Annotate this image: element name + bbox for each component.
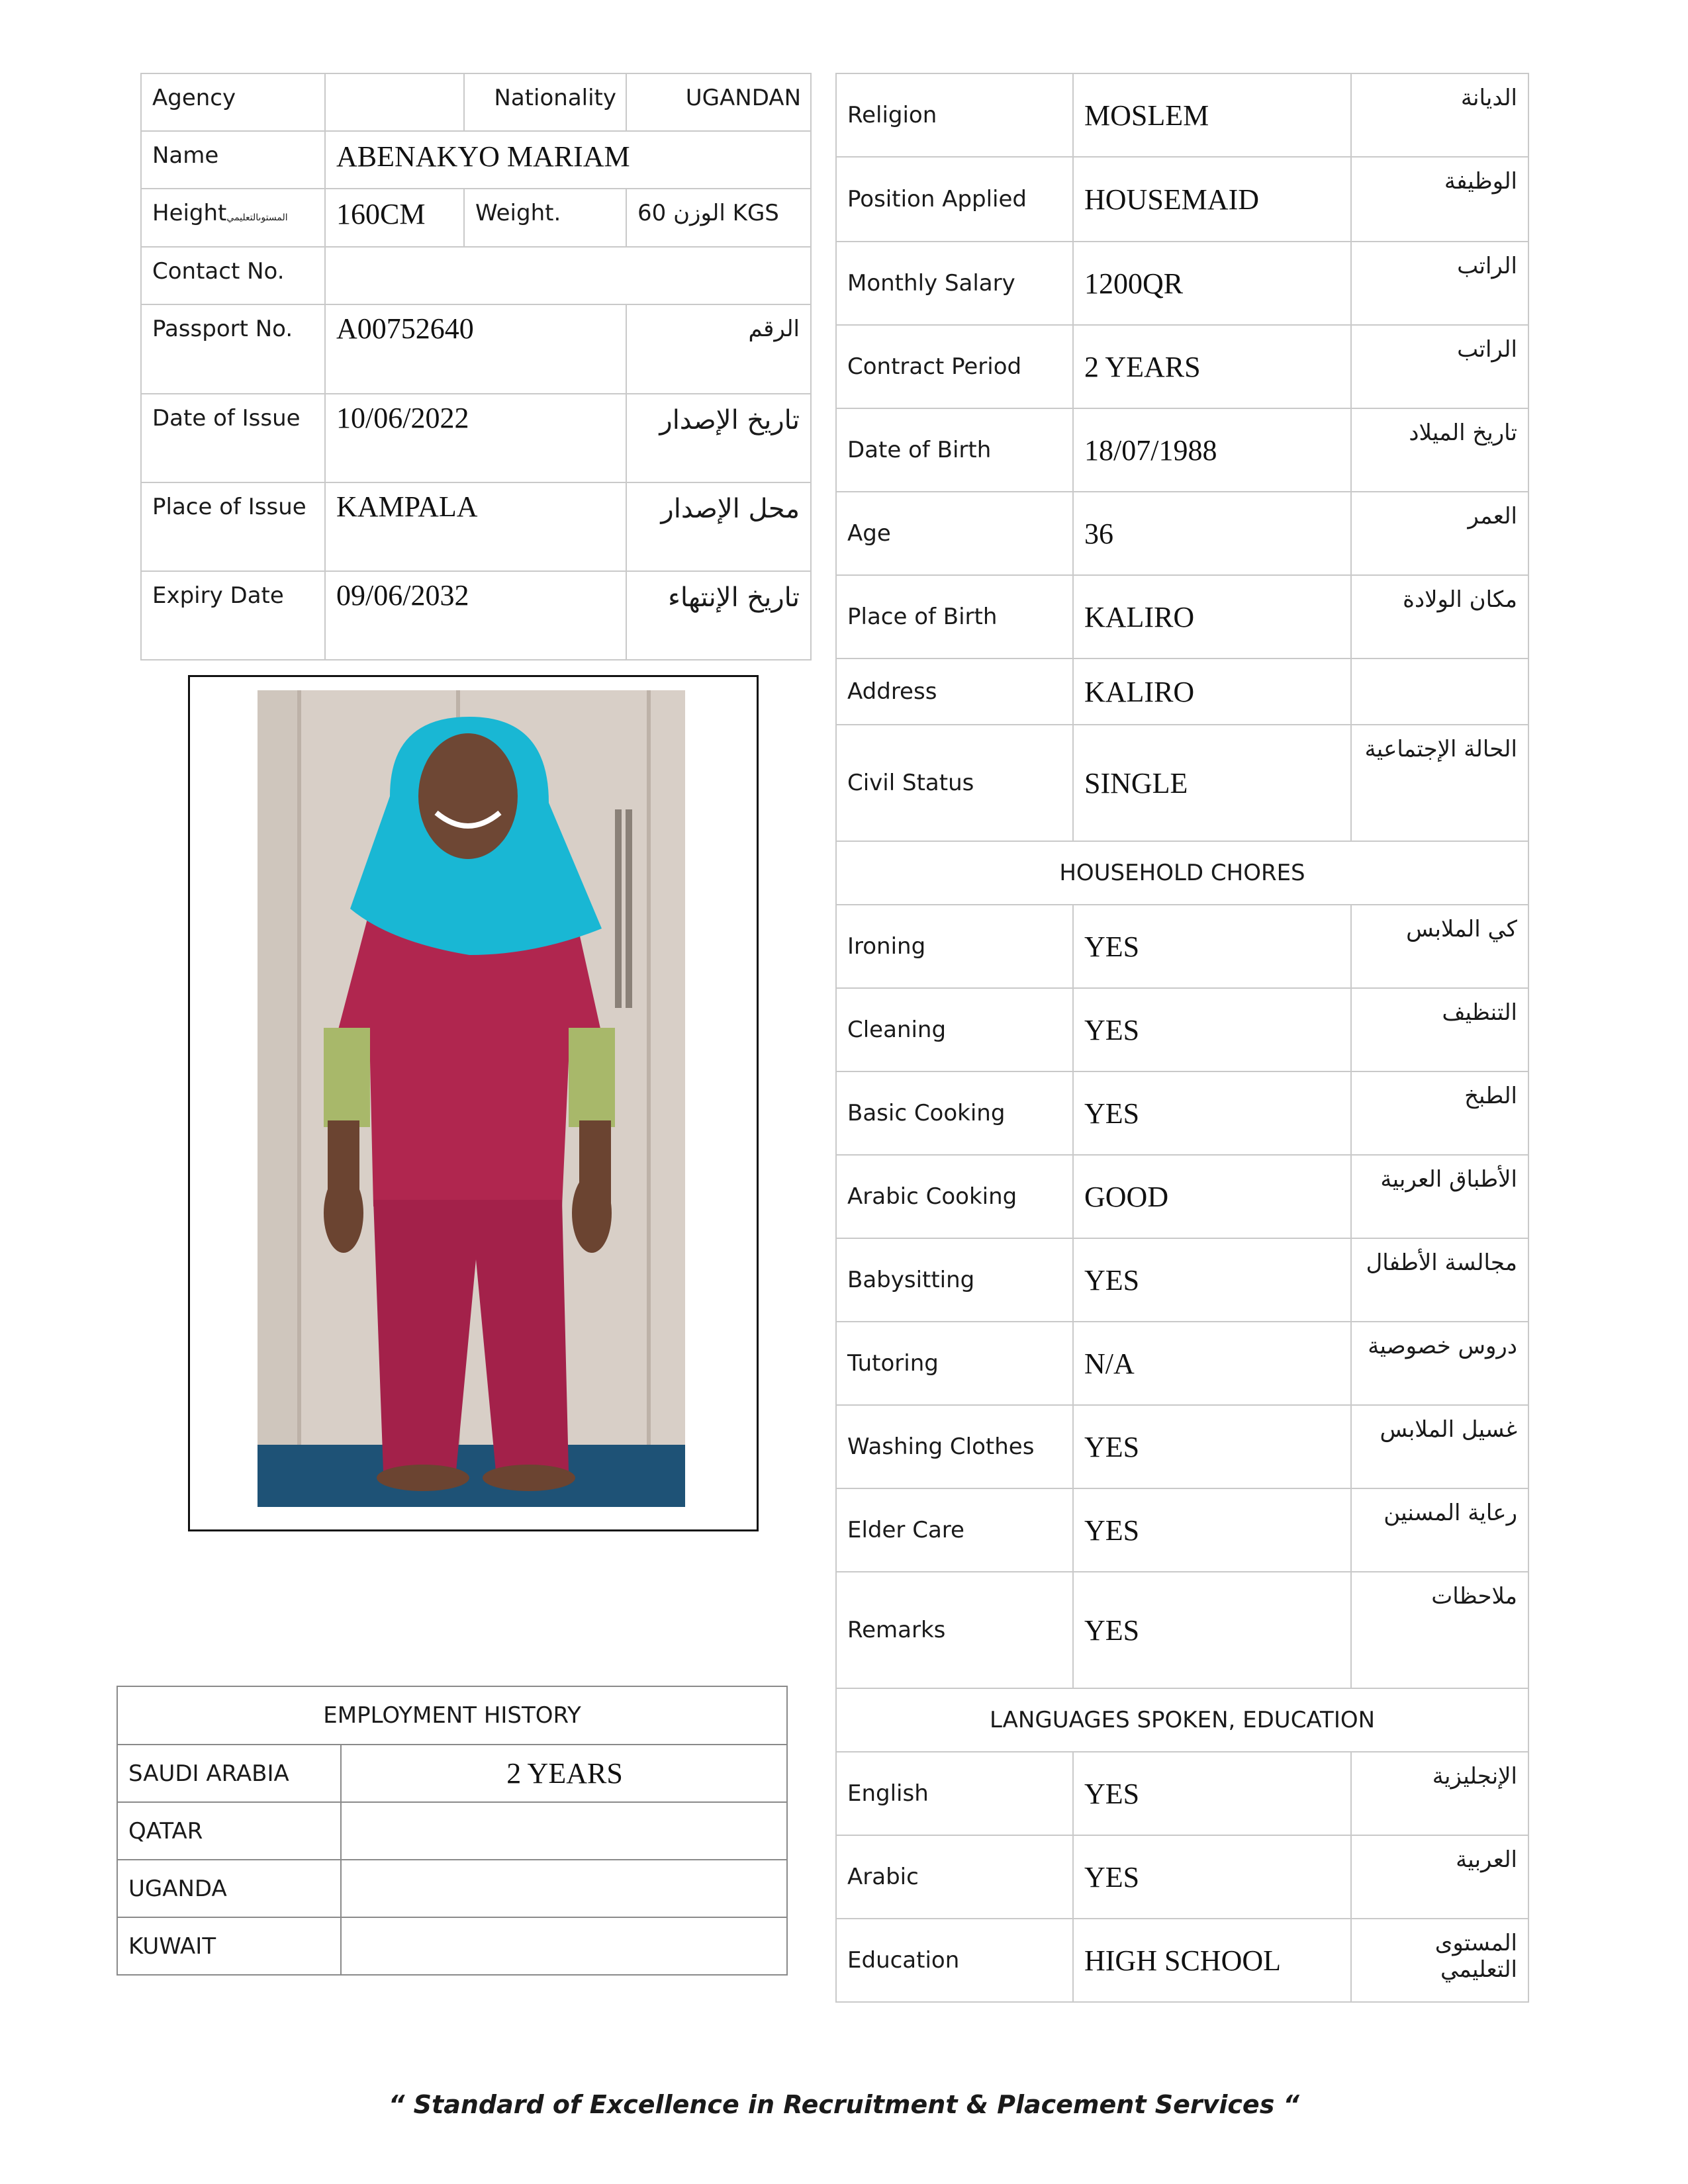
issue-date-arabic-label: تاريخ الإصدار (626, 394, 811, 482)
applicant-photo (258, 690, 685, 1507)
details-arabic-label: الراتب (1351, 242, 1528, 325)
details-label: Civil Status (836, 725, 1073, 841)
employment-period: 2 YEARS (341, 1745, 787, 1802)
details-label: Monthly Salary (836, 242, 1073, 325)
nationality-label: Nationality (464, 73, 626, 131)
height-arabic-label: المستوىالتعليمي (226, 212, 288, 223)
chores-label: Babysitting (836, 1238, 1073, 1322)
chores-label: Arabic Cooking (836, 1155, 1073, 1238)
name-label: Name (141, 131, 325, 189)
employment-history-table (117, 1686, 788, 1976)
details-arabic-label: الوظيفة (1351, 157, 1528, 242)
chores-arabic-label: دروس خصوصية (1351, 1322, 1528, 1405)
details-arabic-label: تاريخ الميلاد (1351, 408, 1528, 492)
chores-label: Elder Care (836, 1488, 1073, 1572)
details-arabic-label (1351, 659, 1528, 725)
details-value: HOUSEMAID (1073, 157, 1351, 242)
issue-place-arabic-label: محل الإصدار (626, 482, 811, 571)
details-arabic-label: العمر (1351, 492, 1528, 575)
chores-value: N/A (1073, 1322, 1351, 1405)
chores-label: Ironing (836, 905, 1073, 988)
details-row (836, 725, 1528, 841)
chores-arabic-label: الطبخ (1351, 1071, 1528, 1155)
expiry-label: Expiry Date (141, 571, 325, 660)
details-label: Date of Birth (836, 408, 1073, 492)
languages-row (836, 1919, 1528, 2002)
languages-value: YES (1073, 1835, 1351, 1919)
chores-label: Remarks (836, 1572, 1073, 1688)
height-value: 160CM (325, 189, 464, 247)
languages-label: Education (836, 1919, 1073, 2002)
details-label: Address (836, 659, 1073, 725)
employment-row (117, 1917, 787, 1975)
chores-arabic-label: رعاية المسنين (1351, 1488, 1528, 1572)
chores-value: YES (1073, 1488, 1351, 1572)
passport-value: A00752640 (325, 304, 626, 394)
applicant-photo-illustration (258, 690, 685, 1507)
expiry-arabic-label: تاريخ الإنتهاء (626, 571, 811, 660)
languages-arabic-label: المستوى التعليمي (1351, 1919, 1528, 2002)
chores-value: YES (1073, 1238, 1351, 1322)
chores-arabic-label: الأطباق العربية (1351, 1155, 1528, 1238)
languages-label: Arabic (836, 1835, 1073, 1919)
chores-label: Tutoring (836, 1322, 1073, 1405)
languages-header: LANGUAGES SPOKEN, EDUCATION (836, 1688, 1528, 1752)
chores-row (836, 1572, 1528, 1688)
details-label: Religion (836, 73, 1073, 157)
details-value: MOSLEM (1073, 73, 1351, 157)
issue-date-label: Date of Issue (141, 394, 325, 482)
weight-value: 60 الوزن KGS (626, 189, 811, 247)
agency-label: Agency (141, 73, 325, 131)
chores-value: GOOD (1073, 1155, 1351, 1238)
languages-value: YES (1073, 1752, 1351, 1835)
details-arabic-label: الحالة الإجتماعية (1351, 725, 1528, 841)
height-label: Height (152, 200, 227, 226)
employment-row (117, 1860, 787, 1917)
chores-row (836, 988, 1528, 1071)
details-label: Age (836, 492, 1073, 575)
height-label-cell (141, 189, 325, 247)
employment-body (117, 1745, 787, 1975)
employment-country: QATAR (117, 1802, 341, 1860)
details-value: 36 (1073, 492, 1351, 575)
details-label: Contract Period (836, 325, 1073, 408)
employment-country: UGANDA (117, 1860, 341, 1917)
chores-arabic-label: التنظيف (1351, 988, 1528, 1071)
languages-arabic-label: الإنجليزية (1351, 1752, 1528, 1835)
details-arabic-label: الراتب (1351, 325, 1528, 408)
details-row (836, 575, 1528, 659)
details-value: 2 YEARS (1073, 325, 1351, 408)
details-table (835, 73, 1529, 2003)
employment-country: SAUDI ARABIA (117, 1745, 341, 1802)
employment-period (341, 1860, 787, 1917)
details-arabic-label: مكان الولادة (1351, 575, 1528, 659)
details-label: Place of Birth (836, 575, 1073, 659)
chores-row (836, 1322, 1528, 1405)
name-value: ABENAKYO MARIAM (325, 131, 811, 189)
details-row (836, 408, 1528, 492)
chores-row (836, 1155, 1528, 1238)
chores-arabic-label: مجالسة الأطفال (1351, 1238, 1528, 1322)
personal-info-table (140, 73, 812, 660)
details-value: KALIRO (1073, 659, 1351, 725)
chores-header: HOUSEHOLD CHORES (836, 841, 1528, 905)
details-value: 18/07/1988 (1073, 408, 1351, 492)
details-arabic-label: الديانة (1351, 73, 1528, 157)
chores-row (836, 1238, 1528, 1322)
passport-label: Passport No. (141, 304, 325, 394)
passport-arabic-label: الرقم (626, 304, 811, 394)
details-label: Position Applied (836, 157, 1073, 242)
chores-value: YES (1073, 1572, 1351, 1688)
chores-value: YES (1073, 988, 1351, 1071)
employment-country: KUWAIT (117, 1917, 341, 1975)
agency-value (325, 73, 464, 131)
languages-label: English (836, 1752, 1073, 1835)
details-value: SINGLE (1073, 725, 1351, 841)
details-value: KALIRO (1073, 575, 1351, 659)
chores-value: YES (1073, 1405, 1351, 1488)
expiry-value: 09/06/2032 (325, 571, 626, 660)
employment-period (341, 1917, 787, 1975)
employment-row (117, 1745, 787, 1802)
chores-row (836, 905, 1528, 988)
details-row (836, 659, 1528, 725)
languages-row (836, 1752, 1528, 1835)
details-row (836, 492, 1528, 575)
details-row (836, 157, 1528, 242)
details-value: 1200QR (1073, 242, 1351, 325)
chores-arabic-label: كي الملابس (1351, 905, 1528, 988)
weight-label: Weight. (464, 189, 626, 247)
chores-row (836, 1488, 1528, 1572)
chores-arabic-label: ملاحظات (1351, 1572, 1528, 1688)
chores-label: Basic Cooking (836, 1071, 1073, 1155)
details-row (836, 242, 1528, 325)
chores-value: YES (1073, 905, 1351, 988)
chores-label: Washing Clothes (836, 1405, 1073, 1488)
languages-arabic-label: العربية (1351, 1835, 1528, 1919)
employment-period (341, 1802, 787, 1860)
contact-label: Contact No. (141, 247, 325, 304)
chores-arabic-label: غسيل الملابس (1351, 1405, 1528, 1488)
details-body (836, 73, 1528, 2002)
details-row (836, 325, 1528, 408)
issue-place-value: KAMPALA (325, 482, 626, 571)
footer-tagline: “ Standard of Excellence in Recruitment & Placement Services “ (388, 2090, 1300, 2119)
chores-row (836, 1071, 1528, 1155)
chores-value: YES (1073, 1071, 1351, 1155)
chores-row (836, 1405, 1528, 1488)
contact-value (325, 247, 811, 304)
employment-row (117, 1802, 787, 1860)
photo-frame (188, 675, 759, 1531)
employment-history-header: EMPLOYMENT HISTORY (117, 1686, 787, 1745)
nationality-value: UGANDAN (626, 73, 811, 131)
languages-value: HIGH SCHOOL (1073, 1919, 1351, 2002)
chores-label: Cleaning (836, 988, 1073, 1071)
issue-place-label: Place of Issue (141, 482, 325, 571)
details-row (836, 73, 1528, 157)
languages-row (836, 1835, 1528, 1919)
issue-date-value: 10/06/2022 (325, 394, 626, 482)
